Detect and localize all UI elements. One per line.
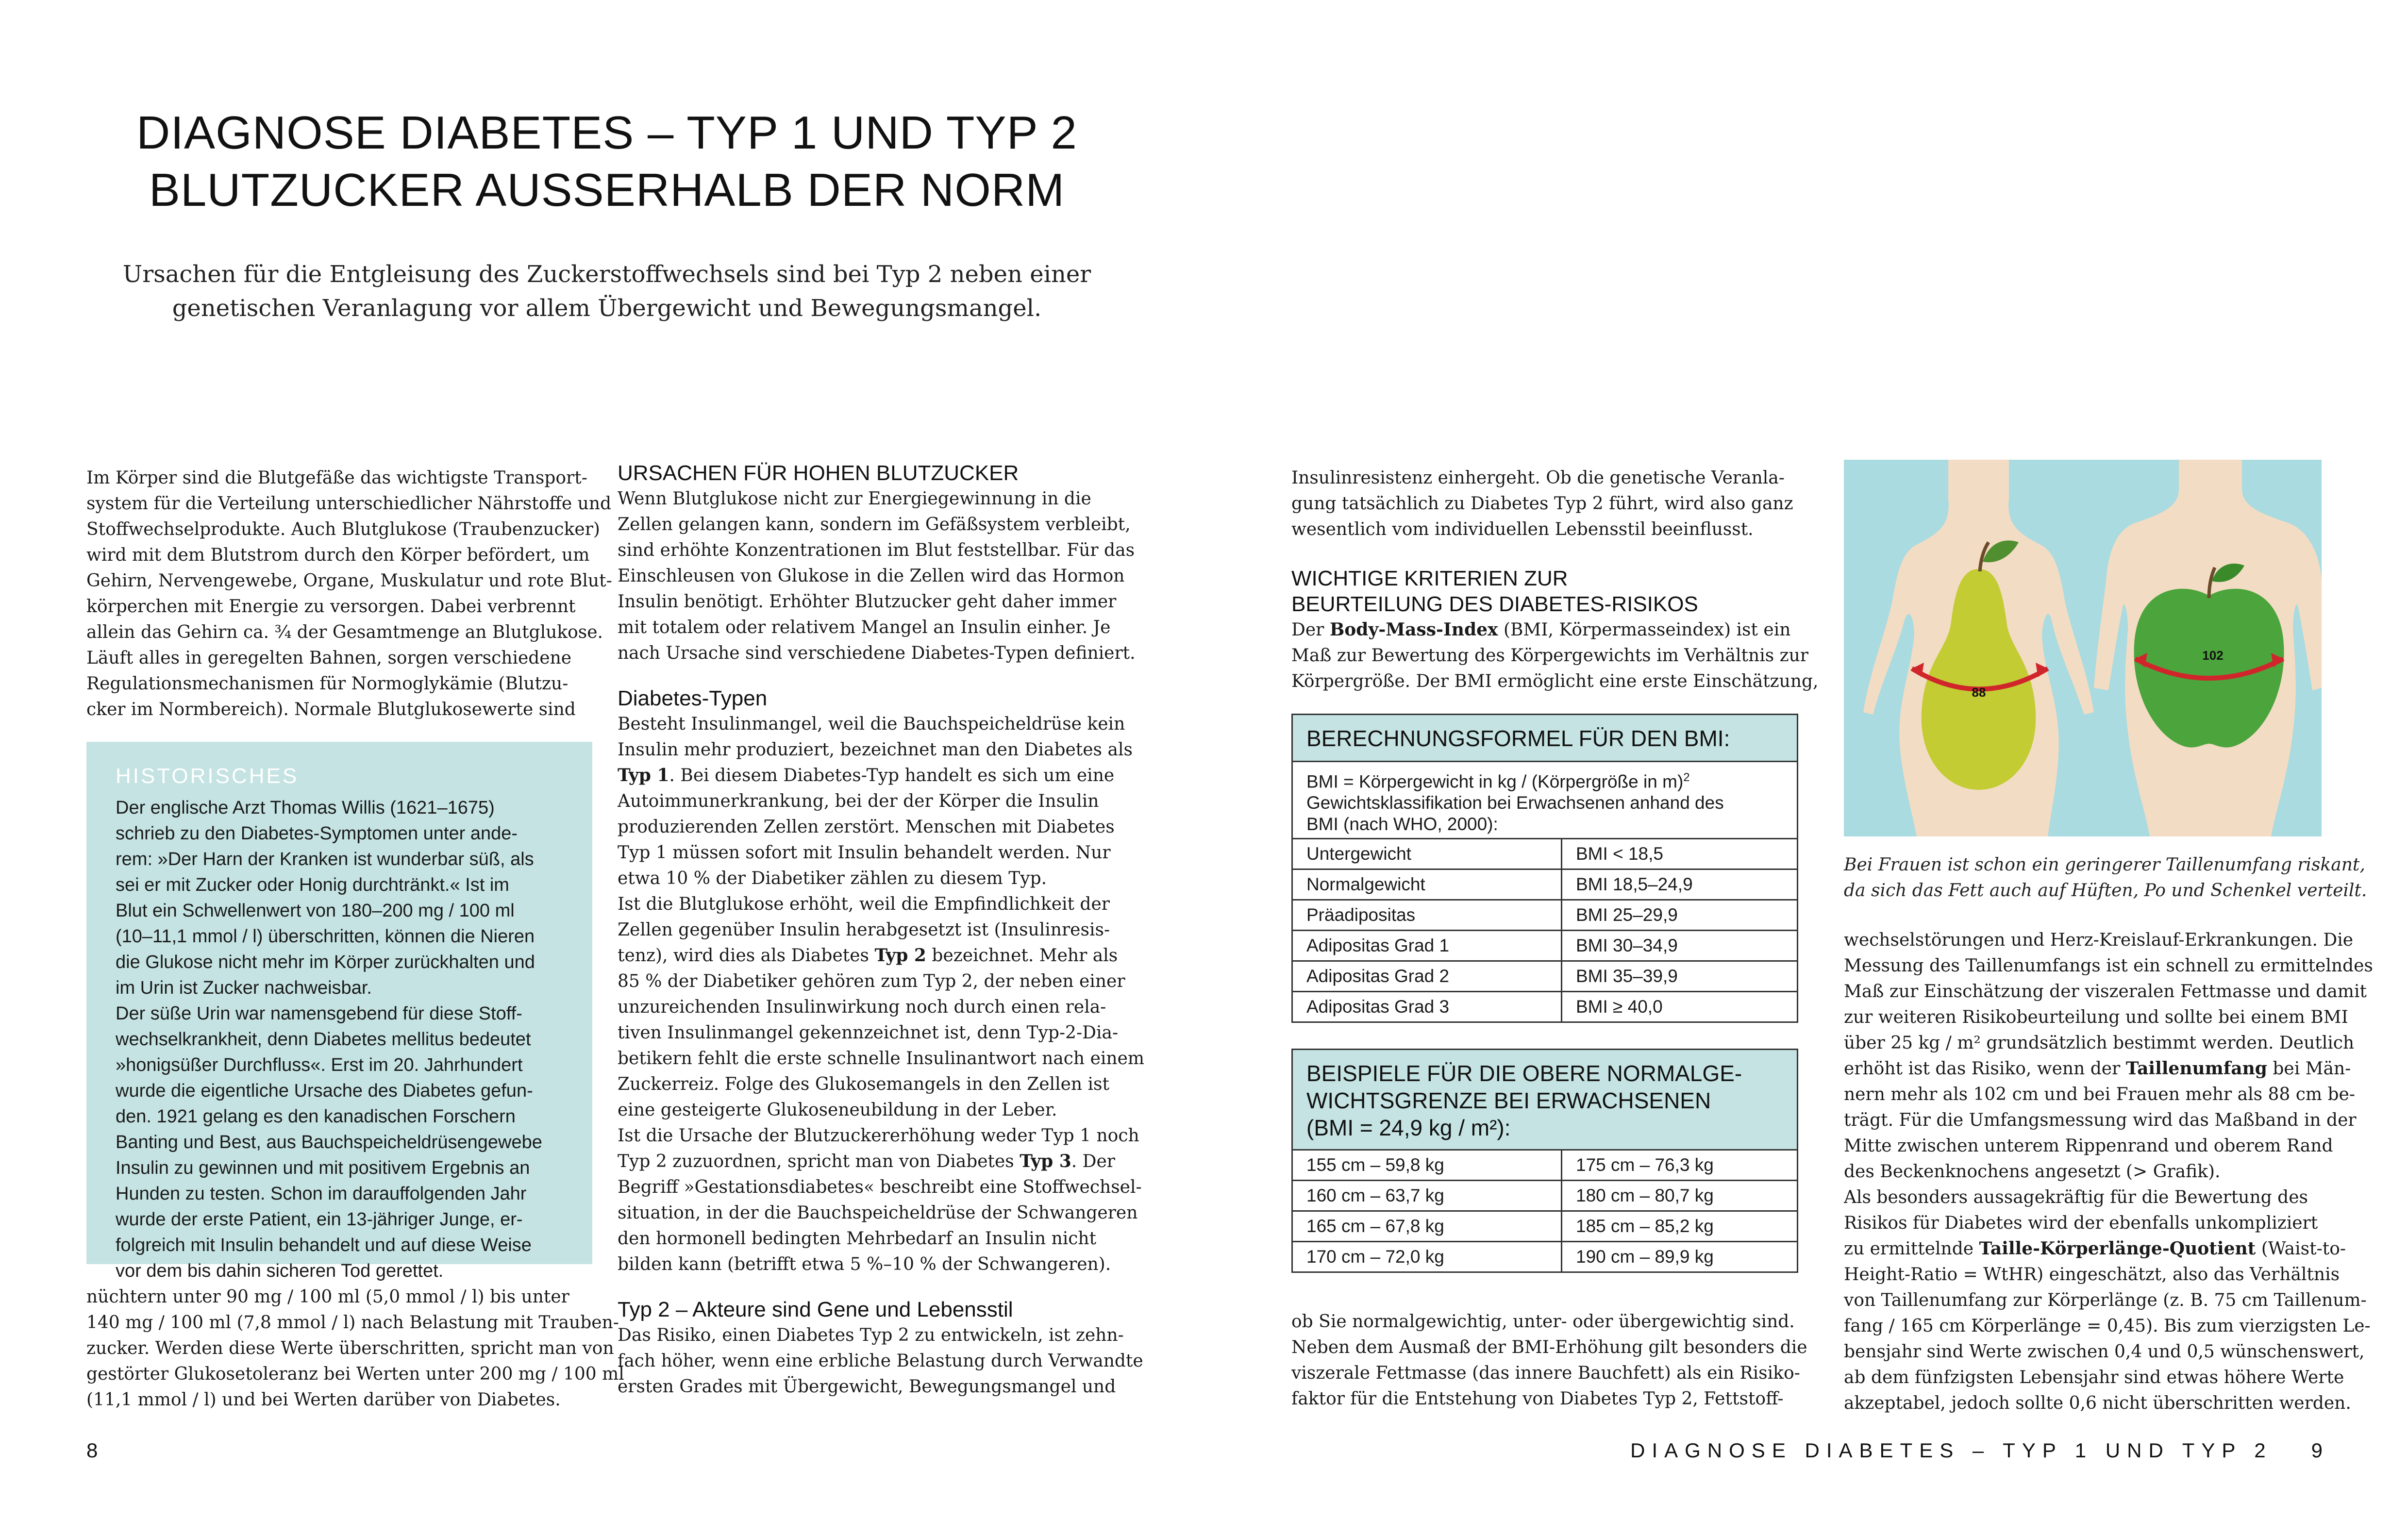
bmi-formula-table <box>1291 714 1798 1023</box>
table-row: Untergewicht BMI < 18,5 <box>1292 839 1798 869</box>
table-row: 155 cm – 59,8 kg 175 cm – 76,3 kg <box>1292 1150 1798 1181</box>
text-line: bensjahr sind Werte zwischen 0,4 und 0,5 wünschenswert, <box>1844 1342 2365 1362</box>
text-line: eine gesteigerte Glukoseneubildung in der Leber. <box>618 1100 1057 1120</box>
text-line: tiven Insulinmangel gekennzeichnet ist, denn Typ-2-Dia- <box>618 1023 1119 1043</box>
text-line: Einschleusen von Glukose in die Zellen wird das Hormon <box>618 566 1125 586</box>
text-line: (10–11,1 mmol / l) überschritten, können die Nieren <box>116 926 535 947</box>
text-line: cker im Normbereich). Normale Blutglukosewerte sind <box>86 700 576 719</box>
text-line: von Taillenumfang zur Körperlänge (z. B. 75 cm Taillenum- <box>1844 1290 2367 1310</box>
column-3-text <box>1291 465 1819 694</box>
subtitle-line-2: genetischen Veranlagung vor allem Übergewicht und Bewegungsmangel. <box>172 295 1042 322</box>
text-line: Insulin benötigt. Erhöhter Blutzucker geht daher immer <box>618 592 1117 612</box>
text-line: körperchen mit Energie zu versorgen. Dabei verbrennt <box>86 597 576 617</box>
text-line: Ist die Blutglukose erhöht, weil die Empfindlichkeit der <box>618 894 1110 914</box>
text-line: Stoffwechselprodukte. Auch Blutglukose (Traubenzucker) <box>86 519 600 539</box>
text-line: Mitte zwischen unterem Rippenrand und oberem Rand <box>1844 1136 2333 1156</box>
page-number-right: 9 <box>2311 1439 2323 1462</box>
text-line: Wenn Blutglukose nicht zur Energiegewinnung in die <box>618 489 1091 509</box>
normal-weight-rows <box>1291 1149 1798 1273</box>
heading-typ2-akteure: Typ 2 – Akteure sind Gene und Lebensstil <box>618 1298 1013 1321</box>
text-line: ab dem fünfzigsten Lebensjahr sind etwas höhere Werte <box>1844 1368 2344 1387</box>
normal-weight-table <box>1291 1049 1798 1273</box>
text-line: trägt. Für die Umfangsmessung wird das Maßband in der <box>1844 1110 2357 1130</box>
text-line: unzureichenden Insulinwirkung noch durch einen rela- <box>618 997 1106 1017</box>
text-line: »honigsüßer Durchfluss«. Erst im 20. Jahrhundert <box>116 1055 523 1075</box>
intro-subtitle <box>0 257 1214 325</box>
text-line: des Beckenknochens angesetzt (> Grafik). <box>1844 1162 2221 1182</box>
heading-kriterien-line-1: WICHTIGE KRITERIEN ZUR <box>1291 567 1568 590</box>
heading-ursachen: URSACHEN FÜR HOHEN BLUTZUCKER <box>618 461 1019 485</box>
text-line: rem: »Der Harn der Kranken ist wunderbar süß, als <box>116 849 534 869</box>
text-line: Typ 1. Bei diesem Diabetes-Typ handelt es sich um eine <box>618 765 1115 785</box>
text-line: ob Sie normalgewichtig, unter- oder übergewichtig sind. <box>1291 1312 1795 1332</box>
column-1-text-continued <box>86 1284 624 1413</box>
table-row: Normalgewicht BMI 18,5–24,9 <box>1292 869 1798 900</box>
text-line: Im Körper sind die Blutgefäße das wichtigste Transport- <box>86 468 587 488</box>
text-line: ersten Grades mit Übergewicht, Bewegungsmangel und <box>618 1377 1116 1397</box>
text-line: wurde die eigentliche Ursache des Diabetes gefun- <box>116 1081 533 1101</box>
text-line: tenz), wird dies als Diabetes Typ 2 bezeichnet. Mehr als <box>618 945 1118 966</box>
text-line: Blut ein Schwellenwert von 180–200 mg / 100 ml <box>116 901 515 921</box>
text-line: sei er mit Zucker oder Honig durchtränkt.« Ist im <box>116 875 509 895</box>
text-line: wird mit dem Blutstrom durch den Körper befördert, um <box>86 545 590 565</box>
table-row: Adipositas Grad 2 BMI 35–39,9 <box>1292 961 1798 992</box>
caption-line: Bei Frauen ist schon ein geringerer Taillenumfang riskant, <box>1844 855 2365 875</box>
text-line: wechselstörungen und Herz-Kreislauf-Erkrankungen. Die <box>1844 930 2354 950</box>
text-line: die Glukose nicht mehr im Körper zurückhalten und <box>116 952 535 972</box>
text-line: Der englische Arzt Thomas Willis (1621–1675) <box>116 798 495 818</box>
text-line: Height-Ratio = WtHR) eingeschätzt, also das Verhältnis <box>1844 1265 2340 1285</box>
text-line: Als besonders aussagekräftig für die Bewertung des <box>1844 1187 2308 1207</box>
text-line: mit totalem oder relativem Mangel an Insulin einher. Je <box>618 618 1111 637</box>
text-line: allein das Gehirn ca. ¾ der Gesamtmenge an Blutglukose. <box>86 622 603 642</box>
text-line: schrieb zu den Diabetes-Symptomen unter ande- <box>116 823 518 844</box>
subtitle-line-1: Ursachen für die Entgleisung des Zuckerstoffwechsels sind bei Typ 2 neben einer <box>122 261 1091 288</box>
text-line: erhöht ist das Risiko, wenn der Taillenumfang bei Män- <box>1844 1058 2351 1079</box>
text-line: viszerale Fettmasse (das innere Bauchfett) als ein Risiko- <box>1291 1363 1800 1383</box>
text-line: den hormonell bedingten Mehrbedarf an Insulin nicht <box>618 1229 1097 1249</box>
history-box <box>86 742 592 1281</box>
male-waist-label: 102 <box>2202 648 2224 663</box>
title-line: (BMI = 24,9 kg / m²): <box>1306 1115 1511 1140</box>
table-row: Adipositas Grad 3 BMI ≥ 40,0 <box>1292 992 1798 1022</box>
page-number-left: 8 <box>86 1439 98 1462</box>
text-line: (11,1 mmol / l) und bei Werten darüber von Diabetes. <box>86 1390 561 1410</box>
text-line: folgreich mit Insulin behandelt und auf diese Weise <box>116 1235 532 1255</box>
text-line: Ist die Ursache der Blutzuckererhöhung weder Typ 1 noch <box>618 1126 1139 1146</box>
caption-line: da sich das Fett auch auf Hüften, Po und Schenkel verteilt. <box>1844 881 2367 901</box>
text-line: Maß zur Einschätzung der viszeralen Fettmasse und damit <box>1844 982 2367 1002</box>
text-line: Der süße Urin war namensgebend für diese Stoff- <box>116 1003 522 1024</box>
column-1-text <box>86 465 612 722</box>
text-line: Zellen gegenüber Insulin herabgesetzt ist (Insulinresis- <box>618 920 1110 940</box>
text-line: Insulinresistenz einhergeht. Ob die genetische Veranla- <box>1291 468 1785 488</box>
text-line: Besteht Insulinmangel, weil die Bauchspeicheldrüse kein <box>618 714 1125 734</box>
text-line: Begriff »Gestationsdiabetes« beschreibt eine Stoffwechsel- <box>618 1177 1142 1197</box>
text-line: über 25 kg / m² grundsätzlich bestimmt werden. Deutlich <box>1844 1033 2355 1053</box>
text-line: fach höher, wenn eine erbliche Belastung durch Verwandte <box>618 1351 1143 1371</box>
text-line: nüchtern unter 90 mg / 100 ml (5,0 mmol / l) bis unter <box>86 1287 569 1307</box>
text-line: wesentlich vom individuellen Lebensstil beeinflusst. <box>1291 519 1754 539</box>
text-line: fang / 165 cm Körperlänge = 0,45). Bis zum vierzigsten Le- <box>1844 1316 2371 1336</box>
text-line: Messung des Taillenumfangs ist ein schnell zu ermittelndes <box>1844 956 2373 976</box>
running-footer <box>1630 1439 2323 1462</box>
title-line-1: DIAGNOSE DIABETES – TYP 1 UND TYP 2 <box>136 107 1077 159</box>
text-line: Zuckerreiz. Folge des Glukosemangels in den Zellen ist <box>618 1074 1109 1094</box>
text-line: Zellen gelangen kann, sondern im Gefäßsystem verbleibt, <box>618 515 1131 534</box>
text-line: Gehirn, Nervengewebe, Organe, Muskulatur und rote Blut- <box>86 571 612 591</box>
text-line: im Urin ist Zucker nachweisbar. <box>116 978 372 998</box>
text-line: Körpergröße. Der BMI ermöglicht eine erste Einschätzung, <box>1291 671 1819 691</box>
text-line: den. 1921 gelang es den kanadischen Forschern <box>116 1106 516 1127</box>
text-line: produzierenden Zellen zerstört. Menschen mit Diabetes <box>618 817 1115 837</box>
text-line: zu ermittelnde Taille-Körperlänge-Quotient (Waist-to- <box>1844 1238 2346 1259</box>
illustration-caption <box>1844 852 2367 903</box>
text-line: Insulin zu gewinnen und mit positivem Ergebnis an <box>116 1158 530 1178</box>
text-line: Maß zur Bewertung des Körpergewichts im Verhältnis zur <box>1291 646 1808 666</box>
column-4-text <box>1844 927 2373 1416</box>
table-row: 165 cm – 67,8 kg 185 cm – 85,2 kg <box>1292 1211 1798 1242</box>
history-box-body <box>116 795 542 1284</box>
text-line: Das Risiko, einen Diabetes Typ 2 zu entwickeln, ist zehn- <box>618 1325 1124 1345</box>
text-line: Autoimmunerkrankung, bei der der Körper die Insulin <box>618 791 1099 811</box>
text-line: zucker. Werden diese Werte überschritten, spricht man von <box>86 1338 614 1358</box>
title-line: BEISPIELE FÜR DIE OBERE NORMALGE- <box>1306 1061 1742 1086</box>
bmi-formula: BMI = Körpergewicht in kg / (Körpergröße in m)$^2$ <box>1306 771 1690 792</box>
text-line: wechselkrankheit, denn Diabetes mellitus bedeutet <box>116 1029 531 1050</box>
heading-kriterien-line-2: BEURTEILUNG DES DIABETES-RISIKOS <box>1291 592 1698 616</box>
table-row: 170 cm – 72,0 kg 190 cm – 89,9 kg <box>1292 1242 1798 1272</box>
text-line: Neben dem Ausmaß der BMI-Erhöhung gilt besonders die <box>1291 1337 1807 1357</box>
bmi-table-title: BERECHNUNGSFORMEL FÜR DEN BMI: <box>1291 714 1798 762</box>
history-box-title: HISTORISCHES <box>116 764 299 788</box>
column-3-text-continued <box>1291 1309 1807 1412</box>
text-line: situation, in der die Bauchspeicheldrüse der Schwangeren <box>618 1203 1138 1223</box>
text-line: 85 % der Diabetiker gehören zum Typ 2, der neben einer <box>618 971 1125 991</box>
text-line: Regulationsmechanismen für Normoglykämie (Blutzu- <box>86 674 569 694</box>
text-line: Typ 2 zuzuordnen, spricht man von Diabetes Typ 3. Der <box>618 1151 1116 1171</box>
page-title <box>0 104 1214 219</box>
title-line: WICHTSGRENZE BEI ERWACHSENEN <box>1306 1088 1711 1113</box>
text-line: Läuft alles in geregelten Bahnen, sorgen verschiedene <box>86 648 572 668</box>
bmi-classification-note-2: BMI (nach WHO, 2000): <box>1306 814 1498 835</box>
text-line: gestörter Glukosetoleranz bei Werten unter 200 mg / 100 ml <box>86 1364 624 1384</box>
text-line: Der Body-Mass-Index (BMI, Körpermasseindex) ist ein <box>1291 619 1791 640</box>
table-row: 160 cm – 63,7 kg 180 cm – 80,7 kg <box>1292 1181 1798 1211</box>
text-line: sind erhöhte Konzentrationen im Blut feststellbar. Für das <box>618 540 1135 560</box>
body-shape-illustration <box>1844 460 2322 836</box>
title-line-2: BLUTZUCKER AUSSERHALB DER NORM <box>149 164 1065 216</box>
text-line: nach Ursache sind verschiedene Diabetes-Typen definiert. <box>618 643 1136 663</box>
normal-weight-table-title <box>1291 1049 1798 1151</box>
text-line: Typ 1 müssen sofort mit Insulin behandelt werden. Nur <box>618 843 1111 863</box>
female-waist-label: 88 <box>1972 685 1986 700</box>
female-neck <box>1956 460 2002 507</box>
text-line: Risikos für Diabetes wird der ebenfalls unkompliziert <box>1844 1213 2318 1233</box>
text-line: faktor für die Entstehung von Diabetes Typ 2, Fettstoff- <box>1291 1389 1784 1409</box>
text-line: Insulin mehr produziert, bezeichnet man den Diabetes als <box>618 740 1133 760</box>
text-line: wurde der erste Patient, ein 13-jähriger Junge, er- <box>116 1209 523 1230</box>
text-line: nern mehr als 102 cm und bei Frauen mehr als 88 cm be- <box>1844 1085 2356 1104</box>
text-line: bilden kann (betrifft etwa 5 %–10 % der Schwangeren). <box>618 1254 1111 1274</box>
text-line: vor dem bis dahin sicheren Tod gerettet. <box>116 1261 444 1281</box>
table-row: Präadipositas BMI 25–29,9 <box>1292 900 1798 931</box>
text-line: Banting und Best, aus Bauchspeicheldrüsengewebe <box>116 1132 542 1152</box>
text-line: akzeptabel, jedoch sollte 0,6 nicht überschritten werden. <box>1844 1393 2351 1413</box>
text-line: etwa 10 % der Diabetiker zählen zu diesem Typ. <box>618 868 1047 888</box>
text-line: zur weiteren Risikobeurteilung und sollte bei einem BMI <box>1844 1007 2348 1027</box>
column-2-text <box>618 460 1144 1400</box>
bmi-table-description <box>1291 762 1798 839</box>
running-head: DIAGNOSE DIABETES – TYP 1 UND TYP 2 <box>1630 1439 2273 1462</box>
text-line: Hunden zu testen. Schon im darauffolgenden Jahr <box>116 1184 527 1204</box>
bmi-classification-table <box>1291 838 1798 1023</box>
table-row: Adipositas Grad 1 BMI 30–34,9 <box>1292 931 1798 961</box>
heading-diabetes-typen: Diabetes-Typen <box>618 686 768 710</box>
bmi-classification-note-1: Gewichtsklassifikation bei Erwachsenen anhand des <box>1306 793 1724 813</box>
text-line: gung tatsächlich zu Diabetes Typ 2 führt, wird also ganz <box>1291 494 1793 514</box>
text-line: betikern fehlt die erste schnelle Insulinantwort nach einem <box>618 1049 1145 1068</box>
text-line: 140 mg / 100 ml (7,8 mmol / l) nach Belastung mit Trauben- <box>86 1313 619 1333</box>
text-line: system für die Verteilung unterschiedlicher Nährstoffe und <box>86 494 612 514</box>
